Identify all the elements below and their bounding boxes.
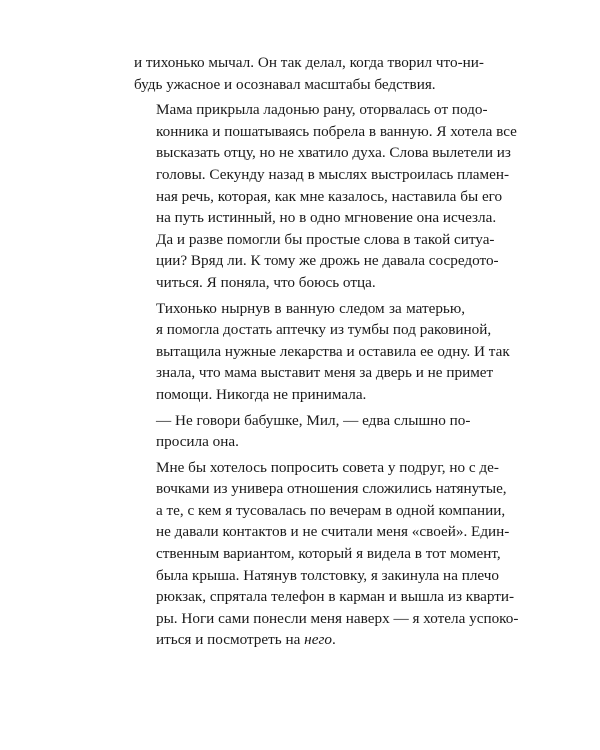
text-line: вытащила нужные лекарства и оставила ее одну. И так [156,342,510,360]
text-line: помощи. Никогда не принимала. [156,385,367,403]
text-line: Да и разве помогли бы простые слова в такой ситуа- [156,230,495,248]
italic-word: него [304,631,332,649]
text-segment: иться и посмотреть на [156,631,305,649]
text-line: — Не говори бабушке, Мил, — едва слышно по- [156,411,471,429]
text-line: ры. Ноги сами понесли меня наверх — я хотела успоко- [156,609,519,627]
paragraph [134,457,519,651]
text-line: просила она. [156,433,239,451]
text-line: не давали контактов и не считали меня «своей». Един- [156,523,510,541]
text-line: головы. Секунду назад в мыслях выстроилась пламен- [156,165,510,183]
text-line: ственным вариантом, который я видела в тот момент, [156,545,501,563]
text-line: вочками из универа отношения сложились натянутые, [156,480,507,498]
text-line: конника и пошатываясь побрела в ванную. Я хотела все [156,122,517,140]
text-line: высказать отцу, но не хватило духа. Слова вылетели из [156,144,511,162]
text-line: рюкзак, спрятала телефон в карман и вышла из кварти- [156,588,515,606]
text-line: Мне бы хотелось попросить совета у подруг, но с де- [156,458,499,476]
text-line: читься. Я поняла, что боюсь отца. [156,273,376,291]
text-line: на путь истинный, но в одно мгновение она исчезла. [156,209,497,227]
text-line [134,629,465,651]
text-line: Мама прикрыла ладонью рану, оторвалась от подо- [156,101,488,119]
paragraph [134,52,484,95]
text-line: ная речь, которая, как мне казалось, наставила бы его [156,187,503,205]
paragraph [134,99,517,293]
text-line: а те, с кем я тусовалась по вечерам в одной компании, [156,501,506,519]
text-line: я помогла достать аптечку из тумбы под раковиной, [156,321,492,339]
page-text [134,52,519,651]
paragraph [134,298,510,406]
text-line: будь ужасное и осознавал масштабы бедствия. [134,75,436,93]
text-line: и тихонько мычал. Он так делал, когда творил что-ни- [134,54,484,71]
text-line: знала, что мама выставит меня за дверь и не примет [156,364,494,382]
paragraph [134,410,471,453]
text-line: ции? Вряд ли. К тому же дрожь не давала сосредото- [156,252,499,270]
text-line: Тихонько нырнув в ванную следом за матерью, [156,299,465,317]
text-segment: . [331,631,336,649]
text-line: была крыша. Натянув толстовку, я закинула на плечо [156,566,500,584]
